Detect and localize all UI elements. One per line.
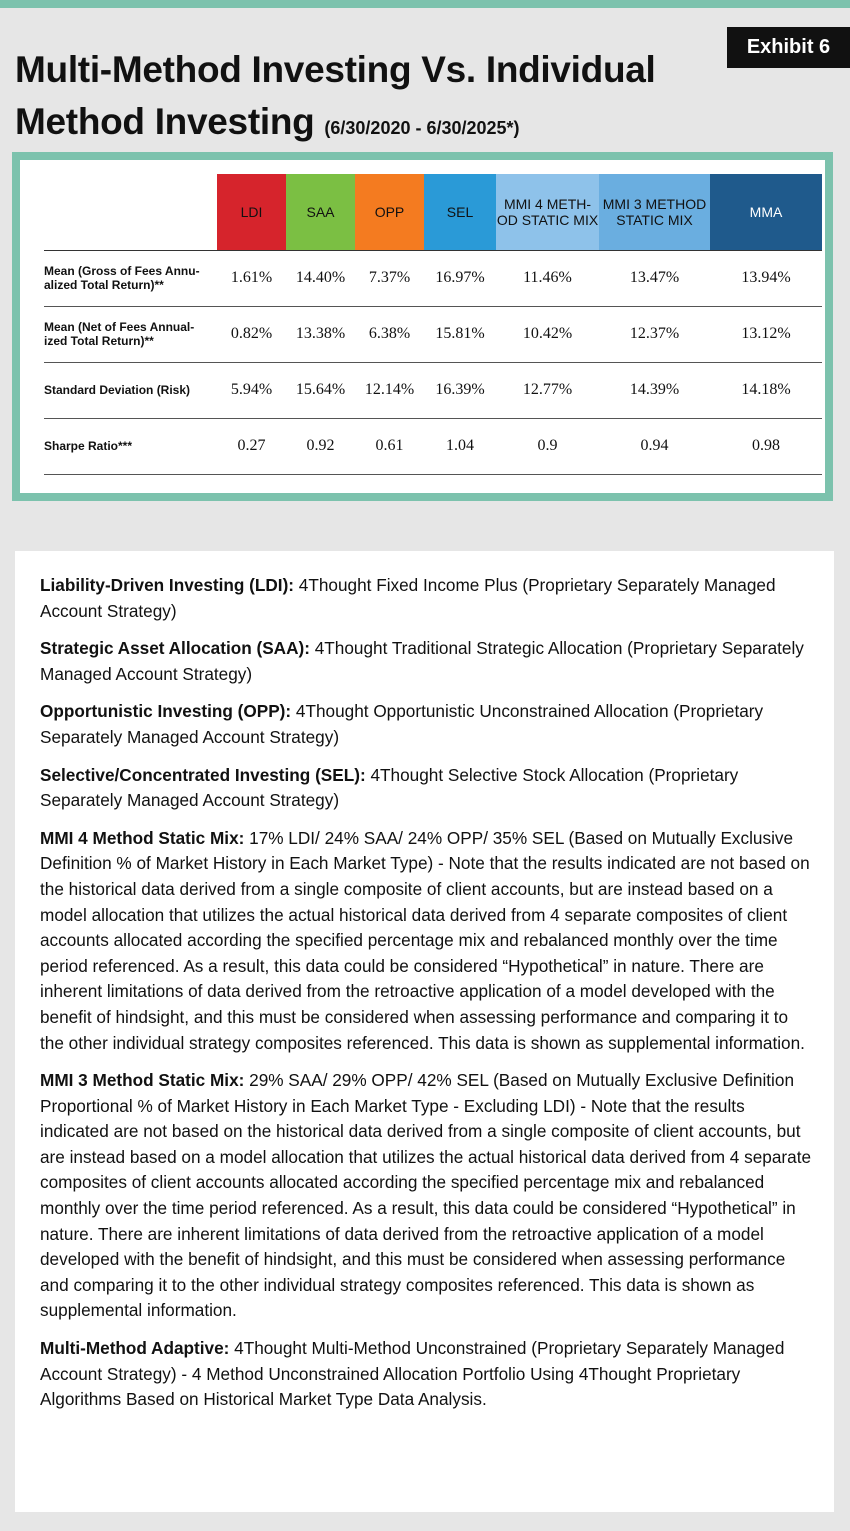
definition-text: 4Thought Selective Stock Allocation (Proprietary Separately Managed Account Strategy) [40,764,739,811]
table-cell: 12.37% [599,306,710,362]
column-header-saa: SAA [286,174,355,250]
header-blank-cell [44,174,217,250]
table-cell: 16.97% [424,250,496,306]
table-cell: 0.27 [217,418,286,474]
table-cell: 0.94 [599,418,710,474]
table-cell: 0.61 [355,418,424,474]
row-label: Standard Deviation (Risk) [44,362,217,418]
definition-term: MMI 4 Method Static Mix: [40,827,245,848]
definition-term: Selective/Concentrated Investing (SEL): [40,764,366,785]
table-cell: 15.81% [424,306,496,362]
table-row [44,306,822,362]
table-cell: 13.12% [710,306,822,362]
title-period: (6/30/2020 - 6/30/2025*) [324,118,520,138]
definition-text: 4Thought Fixed Income Plus (Proprietary Separately Managed Account Strategy) [40,575,776,621]
title-line-1: Multi-Method Investing Vs. Individual [15,49,656,90]
table-cell: 14.18% [710,362,822,418]
table-cell: 0.98 [710,418,822,474]
table-cell: 1.04 [424,418,496,474]
column-header-sel: SEL [424,174,496,250]
definition-text: 4Thought Opportunistic Unconstrained Allocation (Proprietary Separately Managed Account Strategy) [40,701,764,747]
definition-item [40,763,812,814]
column-header-mma: MMA [710,174,822,250]
table-cell: 1.61% [217,250,286,306]
table-cell: 12.77% [496,362,599,418]
table-cell: 5.94% [217,362,286,418]
definition-item [40,573,812,624]
table-cell: 0.9 [496,418,599,474]
table-row [44,250,822,306]
definition-item [40,636,812,687]
definition-text: 29% SAA/ 29% OPP/ 42% SEL (Based on Mutually Exclusive Definition Proportional % of Market History in Each Market Type - Excluding LDI) - Note that the results indicated are not based on the historical data derived from a single composite of client accounts, but are instead based on a model allocation that utilizes the actual historical data derived from 4 separate composites of client accounts allocated according the specified percentage mix and rebalanced monthly over the time period referenced. As a result, this data could be considered “Hypothetical” in nature. There are inherent limitations of data derived from the retroactive application of a model developed with the benefit of hindsight, and this must be considered when assessing performance and comparing it to the other individual strategy composites referenced. This data is shown as supplemental information. [40,1070,812,1321]
table-body [44,250,822,474]
definition-item [40,1068,812,1324]
definition-term: Strategic Asset Allocation (SAA): [40,638,310,659]
definition-text: 4Thought Multi-Method Unconstrained (Proprietary Separately Managed Account Strategy) - 4 Method Unconstrained Allocation Portfolio Using 4Thought Proprietary Algorithms Based on Historical Market Type Data Analysis. [40,1338,785,1410]
row-label: Mean (Gross of Fees Annu- alized Total Return)** [44,250,217,306]
definition-item [40,826,812,1056]
row-label: Mean (Net of Fees Annual- ized Total Return)** [44,306,217,362]
table-row [44,418,822,474]
table-cell: 12.14% [355,362,424,418]
exhibit-badge: Exhibit 6 [727,27,850,68]
definition-item [40,699,812,750]
table-cell: 0.82% [217,306,286,362]
table-cell: 16.39% [424,362,496,418]
definition-text: 4Thought Traditional Strategic Allocation (Proprietary Separately Managed Account Strategy) [40,638,804,684]
page-title [15,44,715,154]
column-header-opp: OPP [355,174,424,250]
comparison-table [44,174,822,475]
definition-item [40,1336,812,1413]
definition-term: Opportunistic Investing (OPP): [40,701,292,722]
definition-term: Multi-Method Adaptive: [40,1338,230,1359]
column-header-ldi: LDI [217,174,286,250]
table-cell: 14.39% [599,362,710,418]
row-label: Sharpe Ratio*** [44,418,217,474]
table-cell: 13.38% [286,306,355,362]
column-header-mmi3: MMI 3 METHOD STATIC MIX [599,174,710,250]
table-cell: 0.92 [286,418,355,474]
definition-text: 17% LDI/ 24% SAA/ 24% OPP/ 35% SEL (Based on Mutually Exclusive Definition % of Market History in Each Market Type) - Note that the results indicated are not based on the historical data derived from a single composite of client accounts, but are instead based on a model allocation that utilizes the actual historical data derived from 4 separate composites of client accounts allocated according the specified percentage mix and rebalanced monthly over the time period referenced. As a result, this data could be considered “Hypothetical” in nature. There are inherent limitations of data derived from the retroactive application of a model developed with the benefit of hindsight, and this must be considered when assessing performance and comparing it to the other individual strategy composites referenced. This data is shown as supplemental information. [40,827,810,1053]
table-cell: 10.42% [496,306,599,362]
table-cell: 7.37% [355,250,424,306]
table-header-row [44,174,822,250]
table-cell: 15.64% [286,362,355,418]
definition-term: MMI 3 Method Static Mix: [40,1070,245,1091]
definition-term: Liability-Driven Investing (LDI): [40,575,295,595]
title-line-2: Method Investing (6/30/2020 - 6/30/2025*) [15,101,520,142]
definitions-panel [15,551,834,1512]
table-row [44,362,822,418]
table-cell: 13.94% [710,250,822,306]
table-cell: 14.40% [286,250,355,306]
table-cell: 13.47% [599,250,710,306]
column-header-mmi4: MMI 4 METH- OD STATIC MIX [496,174,599,250]
table-cell: 6.38% [355,306,424,362]
table-cell: 11.46% [496,250,599,306]
comparison-table-frame [12,152,833,501]
top-accent-bar [0,0,850,8]
